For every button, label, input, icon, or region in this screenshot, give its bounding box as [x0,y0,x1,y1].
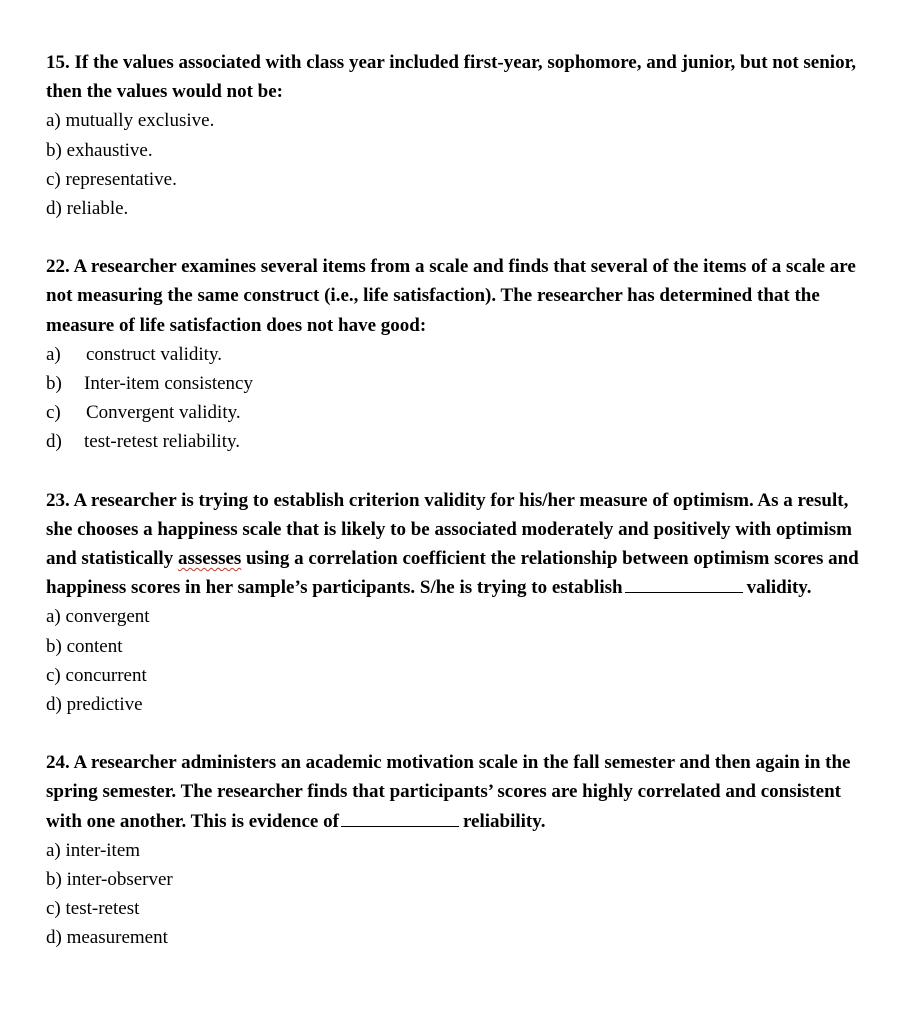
question-23 [46,486,876,720]
option-text: inter-item [65,839,141,861]
option-letter: a) [46,839,61,861]
question-text-part: validity. [746,577,812,599]
fill-in-blank [625,591,743,593]
option-c [46,661,876,690]
option-letter: d) [46,694,62,716]
option-text: Convergent validity. [86,402,241,424]
question-24 [46,748,876,952]
option-letter: a) [46,606,61,628]
option-c [46,894,876,923]
option-a [46,836,876,865]
option-text: representative. [65,168,177,190]
option-b [46,136,876,165]
option-letter: b) [46,635,62,657]
option-a [46,602,876,631]
question-text-part: 24. A researcher administers an academic motivation scale in the fall semester and then again in the spring semester. The researcher finds that participants’ scores are highly correlated and consistent with one another. This is evidence of [46,752,851,832]
option-letter: b) [46,373,62,395]
option-text: construct validity. [86,343,222,365]
document-page [46,48,876,953]
question-text [46,748,876,836]
option-a [46,106,876,135]
option-c [46,165,876,194]
question-text-part: 23. A researcher is trying to establish criterion validity for his/her measure of optimism. As a result, she chooses a happiness scale that is likely to be associated moderately and positively with optimism and statistically [46,489,852,570]
option-letter: d) [46,431,62,453]
question-15 [46,48,876,223]
option-letter: b) [46,139,62,161]
option-letter: d) [46,198,62,220]
option-list [46,836,876,953]
option-letter: c) [46,664,61,686]
option-text: content [66,635,123,657]
option-d [46,923,876,952]
option-letter: a) [46,110,61,132]
option-text: concurrent [65,664,147,686]
option-list [46,106,876,223]
option-text: exhaustive. [66,139,153,161]
option-text: reliable. [66,198,129,220]
option-a [46,340,876,369]
option-letter: d) [46,927,62,949]
question-text: 22. A researcher examines several items from a scale and finds that several of the items of a scale are not measuring the same construct (i.e., life satisfaction). The researcher has determined that the measure of life satisfaction does not have good: [46,256,856,336]
question-22 [46,252,876,456]
option-b [46,865,876,894]
option-c [46,398,876,427]
option-b [46,369,876,398]
option-text: predictive [66,694,143,716]
option-d [46,427,876,456]
option-text: test-retest [65,898,140,920]
option-list [46,340,876,457]
option-letter: c) [46,168,61,190]
option-text: convergent [65,606,150,628]
option-list [46,602,876,719]
option-b [46,632,876,661]
spacer [46,223,876,252]
question-text-part: using a correlation coefficient the relationship between optimism scores and happiness scores in her sample’s participants. S/he is trying to establish [46,548,859,599]
option-text: inter-observer [66,869,173,891]
question-text: 15. If the values associated with class year included first-year, sophomore, and junior, but not senior, then the values would not be: [46,52,857,103]
option-d [46,690,876,719]
spacer [46,719,876,748]
option-text: measurement [66,927,168,949]
option-d [46,194,876,223]
option-text: test-retest reliability. [84,431,240,453]
question-text-part: reliability. [462,810,546,832]
option-letter: a) [46,343,61,365]
option-text: mutually exclusive. [65,110,215,132]
spellcheck-flagged-word: assesses [177,548,242,570]
option-letter: c) [46,898,61,920]
fill-in-blank [341,825,459,827]
option-text: Inter-item consistency [84,373,253,395]
spacer [46,457,876,486]
question-text [46,486,876,603]
option-letter: b) [46,869,62,891]
option-letter: c) [46,402,61,424]
